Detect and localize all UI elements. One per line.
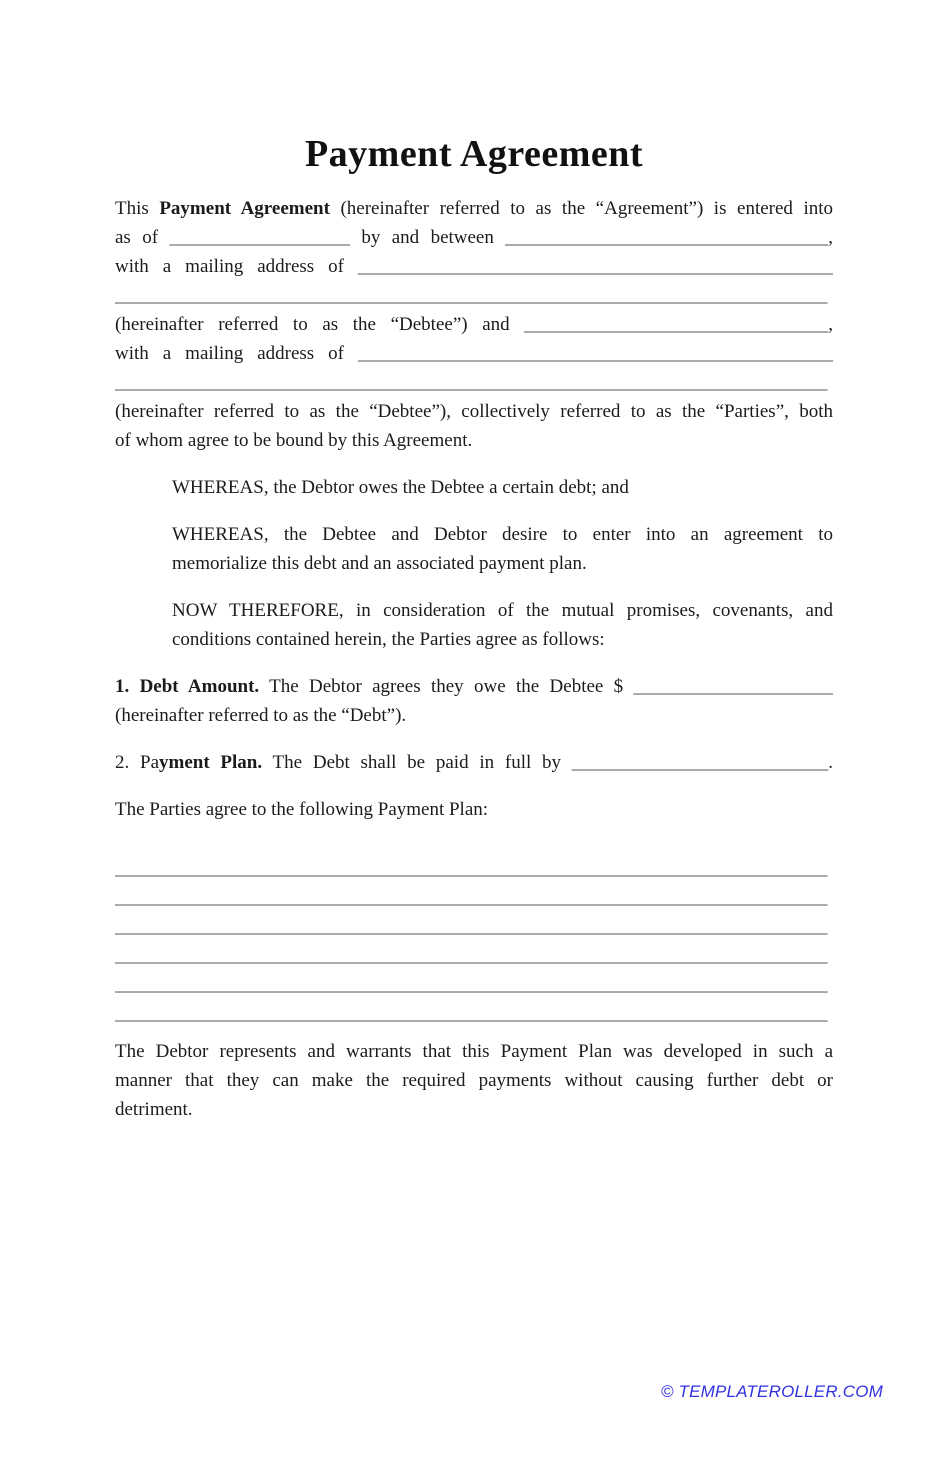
text-line (115, 223, 833, 252)
text-run: detriment. (115, 1099, 193, 1120)
blank-field: _____________________ (633, 676, 833, 697)
templateroller-link[interactable]: © TEMPLATEROLLER.COM (660, 1382, 883, 1401)
text-line (115, 1095, 833, 1124)
blank-field: __________________________________________________ (358, 256, 833, 277)
text-run: conditions contained herein, the Parties agree as follows: (172, 629, 605, 650)
text-line (172, 473, 833, 502)
text-run: of whom agree to be bound by this Agreement. (115, 430, 473, 451)
text-run: . (828, 752, 833, 773)
blank-field: ___________________________________________________________________________ (115, 916, 828, 937)
paragraph (115, 1037, 833, 1124)
blank-field: ___________________________________________________________________________ (115, 974, 828, 995)
text-run: This (115, 198, 160, 219)
text-run: , (828, 227, 833, 248)
text-run: WHEREAS, the Debtor owes the Debtee a certain debt; and (172, 477, 629, 498)
paragraph (172, 473, 833, 502)
text-line (115, 854, 833, 883)
blank-field: ___________________________________________________________________________ (115, 945, 828, 966)
text-line (115, 748, 833, 777)
paragraph (115, 672, 833, 730)
text-run: as of (115, 227, 170, 248)
text-run: by and between (349, 227, 506, 248)
bold-text-run: yment Plan. (159, 752, 263, 773)
text-run: (hereinafter referred to as the “Debt”). (115, 705, 407, 726)
blank-field: ___________________________________________________________________________ (115, 1003, 828, 1024)
text-line (115, 194, 833, 223)
bold-text-run: Payment Agreement (159, 198, 330, 219)
text-line (172, 596, 833, 625)
paragraph (115, 748, 833, 777)
text-run: NOW THEREFORE, in consideration of the mutual promises, covenants, and (172, 600, 833, 621)
text-line (172, 549, 833, 578)
blank-field: ________________________________ (524, 314, 829, 335)
paragraph (115, 194, 833, 455)
text-run: (hereinafter referred to as the “Agreement”) is entered into (329, 198, 833, 219)
text-line (172, 625, 833, 654)
text-run: The Parties agree to the following Payment Plan: (115, 799, 489, 820)
text-run: with a mailing address of (115, 256, 358, 277)
paragraph (172, 520, 833, 578)
blank-field: ___________________________________________________________________________ (115, 285, 828, 306)
text-run: 2. Pa (115, 752, 160, 773)
page-root (0, 132, 950, 1475)
blank-field: ___________________________________________________________________________ (115, 858, 828, 879)
text-line (115, 368, 833, 397)
text-run: The Debt shall be paid in full by (262, 752, 572, 773)
text-line (115, 999, 833, 1028)
text-run: , (828, 314, 833, 335)
text-line (115, 941, 833, 970)
blank-field: ___________________ (169, 227, 350, 248)
text-line (115, 310, 833, 339)
text-run: WHEREAS, the Debtee and Debtor desire to enter into an agreement to (172, 524, 833, 545)
blank-field: ___________________________________________________________________________ (115, 372, 828, 393)
document-page (0, 132, 950, 1124)
page-title: Payment Agreement (304, 133, 644, 175)
text-line (115, 795, 833, 824)
text-line (115, 970, 833, 999)
text-line (115, 252, 833, 281)
text-line (115, 281, 833, 310)
blank-field: __________________________________________________ (358, 343, 833, 364)
text-run: (hereinafter referred to as the “Debtee”), collectively referred to as the “Parties”, both (115, 401, 833, 422)
text-line (115, 1066, 833, 1095)
blank-field: ___________________________ (571, 752, 829, 773)
text-line (115, 883, 833, 912)
text-run: memorialize this debt and an associated payment plan. (172, 553, 587, 574)
text-line (115, 912, 833, 941)
text-run: The Debtor agrees they owe the Debtee $ (259, 676, 634, 697)
paragraph (115, 854, 833, 1028)
text-run: (hereinafter referred to as the “Debtee”) and (115, 314, 525, 335)
bold-text-run: 1. Debt Amount. (115, 676, 260, 697)
text-run: manner that they can make the required payments without causing further debt or (115, 1070, 833, 1091)
document-body (115, 194, 833, 1124)
text-line (115, 426, 833, 455)
text-line (172, 520, 833, 549)
text-line (115, 672, 833, 701)
paragraph (172, 596, 833, 654)
text-line (115, 701, 833, 730)
text-line (115, 397, 833, 426)
text-line (115, 339, 833, 368)
text-run: The Debtor represents and warrants that this Payment Plan was developed in such a (115, 1041, 833, 1062)
blank-field: __________________________________ (505, 227, 829, 248)
paragraph (115, 795, 833, 824)
text-line (115, 1037, 833, 1066)
text-run: with a mailing address of (115, 343, 358, 364)
blank-field: ___________________________________________________________________________ (115, 887, 828, 908)
